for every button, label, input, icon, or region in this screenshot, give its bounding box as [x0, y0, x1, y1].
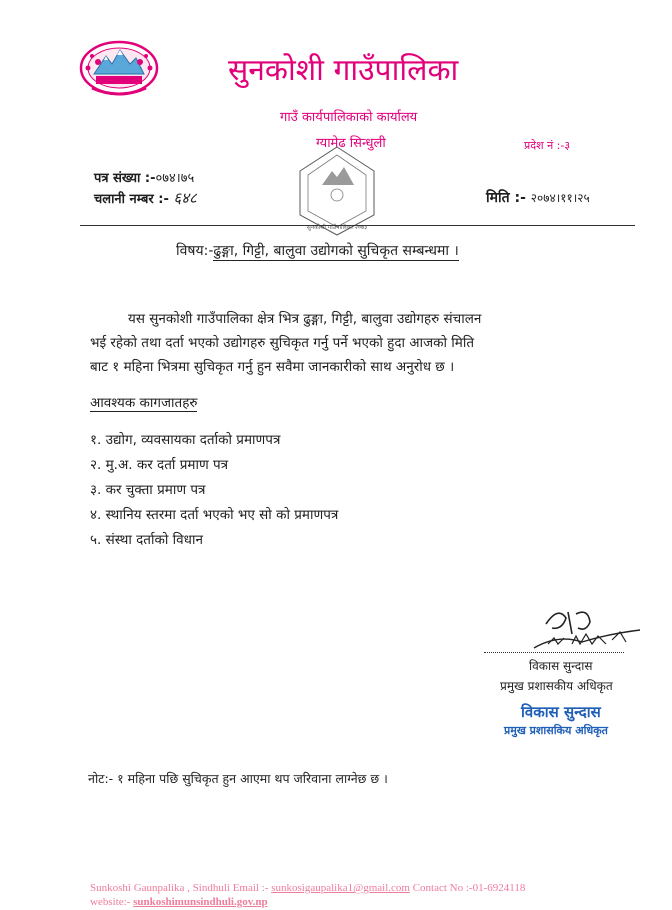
- province-number: प्रदेश नं :-३: [524, 139, 571, 152]
- footer-org: Sunkoshi Gaunpalika , Sindhuli: [90, 882, 230, 894]
- footer-website-line: [90, 896, 268, 908]
- letter-number-label: पत्र संख्या :-: [94, 171, 156, 186]
- requirement-item: ५. संस्था दर्ताको विधान: [90, 532, 203, 548]
- subject-line: [176, 241, 459, 260]
- office-stamp: [296, 145, 378, 237]
- signatory-name: विकास सुन्दास: [529, 659, 593, 673]
- seal-signatory-name: विकास सुन्दास: [521, 703, 601, 721]
- requirement-item: ४. स्थानिय स्तरमा दर्ता भएको भए सो को प्रमाणपत्र: [90, 507, 339, 523]
- subject-label: विषय:-: [176, 243, 214, 259]
- letter-number-row: [94, 168, 194, 186]
- footer-email-label: Email :-: [232, 882, 269, 894]
- dispatch-number-value: ६४८: [173, 189, 197, 207]
- footer-website-label: website:-: [90, 896, 131, 908]
- body-line-1: यस सुनकोशी गाउँपालिका क्षेत्र भित्र ढुङ्गा, गिट्टी, बालुवा उद्योगहरु संचालन: [128, 311, 482, 327]
- header-divider: [80, 225, 635, 226]
- dispatch-number-row: [94, 188, 197, 208]
- handwritten-signature: [528, 604, 646, 656]
- footer-contact-value: 01-6924118: [472, 882, 526, 894]
- body-line-3: बाट १ महिना भित्रमा सुचिकृत गर्नु हुन सवैमा जानकारीको साथ अनुरोध छ ।: [90, 359, 455, 375]
- signatory-title: प्रमुख प्रशासकीय अधिकृत: [500, 679, 613, 693]
- footer-contact-label: Contact No :-: [412, 882, 473, 894]
- letter-number-value: ०७४।७५: [155, 171, 195, 186]
- seal-signatory-title: प्रमुख प्रशासकिय अधिकृत: [504, 724, 608, 737]
- office-name: गाउँ कार्यपालिकाको कार्यालय: [280, 110, 418, 125]
- requirement-item: ३. कर चुक्ता प्रमाण पत्र: [90, 482, 206, 498]
- stamp-text: सुनकोशी गाउँपालिका २०७३: [306, 224, 368, 231]
- municipality-title: सुनकोशी गाउँपालिका: [228, 53, 459, 88]
- subject-value: ढुङ्गा, गिट्टी, बालुवा उद्योगको सुचिकृत सम्बन्धमा ।: [213, 243, 459, 259]
- note-text: नोट:- १ महिना पछि सुचिकृत हुन आएमा थप जरिवाना लाग्नेछ छ ।: [88, 771, 388, 786]
- body-line-2: भई रहेको तथा दर्ता भएको उद्योगहरु सुचिकृत गर्नु पर्ने भएकाे हुदा आजको मिति: [90, 335, 475, 351]
- dispatch-number-label: चलानी नम्बर :-: [94, 192, 169, 207]
- footer-contact-line: [90, 882, 525, 894]
- nepal-emblem-logo: [78, 38, 160, 102]
- date-row: [486, 188, 590, 207]
- date-value: २०७४।११।२५: [530, 191, 590, 205]
- signature-line: [484, 652, 624, 653]
- requirement-item: २. मु.अ. कर दर्ता प्रमाण पत्र: [90, 457, 229, 473]
- requirement-item: १. उद्योग, व्यवसायका दर्ताको प्रमाणपत्र: [90, 432, 281, 448]
- office-address: ग्यामेढ सिन्धुली: [316, 136, 386, 151]
- requirements-heading: आवश्यक कागजातहरु: [90, 395, 198, 411]
- date-label: मिति :-: [486, 190, 526, 206]
- footer-email-link[interactable]: sunkosigaupalika1@gmail.com: [271, 882, 410, 894]
- footer-website-link[interactable]: sunkoshimunsindhuli.gov.np: [133, 896, 268, 908]
